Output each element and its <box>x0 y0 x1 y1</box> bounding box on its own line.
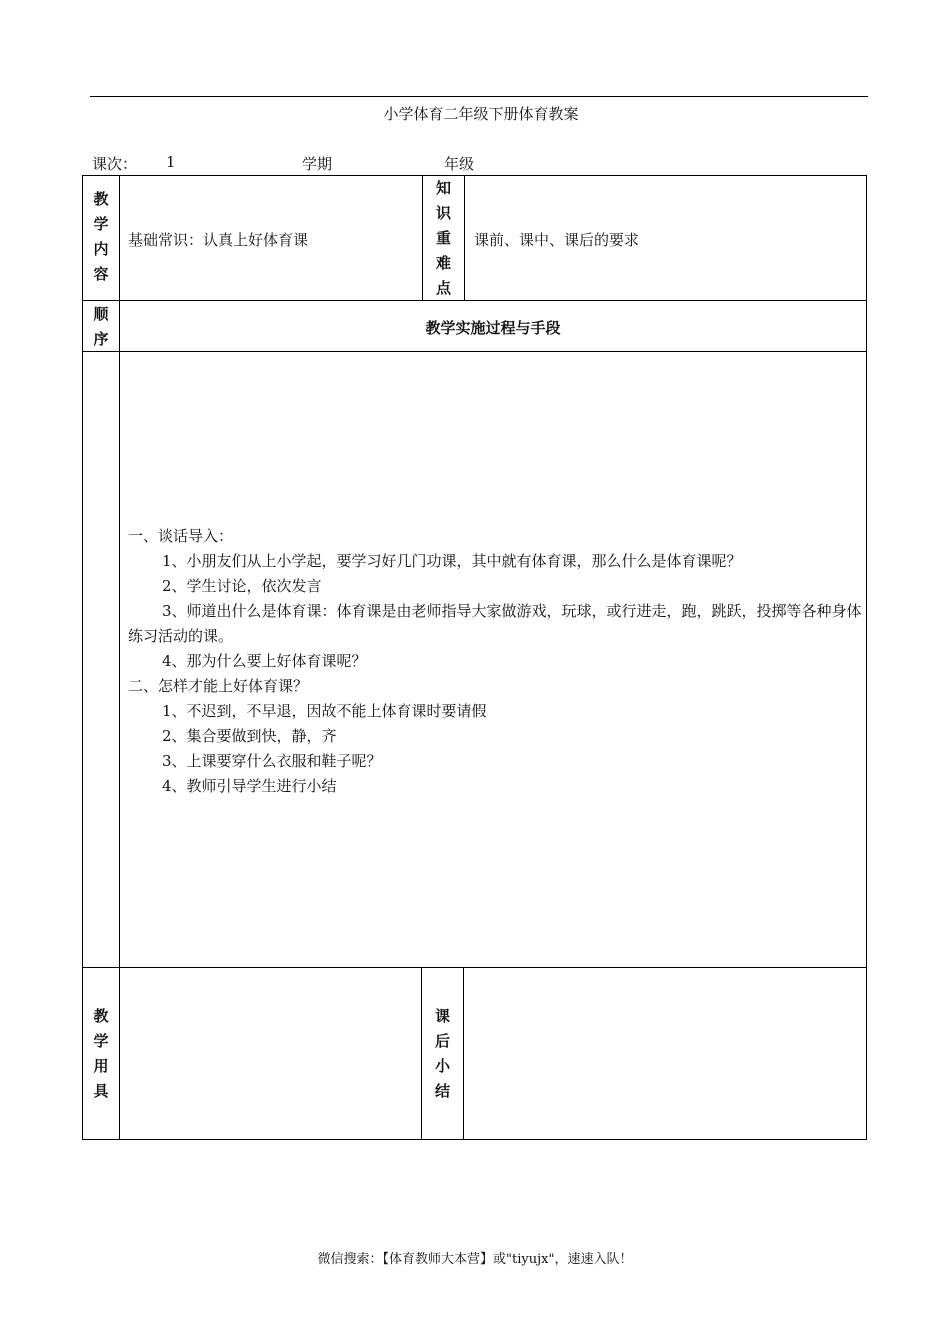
header-rule <box>90 96 868 97</box>
lesson-label: 课次： <box>92 155 138 173</box>
term-label: 学期 <box>302 155 333 173</box>
list-item: 4、那为什么要上好体育课呢？ <box>162 652 367 670</box>
keypoints-text: 课前、课中、课后的要求 <box>474 231 640 249</box>
list-item: 3、上课要穿什么衣服和鞋子呢？ <box>162 752 382 770</box>
process-heading: 教学实施过程与手段 <box>425 319 561 337</box>
list-item: 1、不迟到，不早退，因故不能上体育课时要请假 <box>162 702 487 720</box>
section-title: 二、怎样才能上好体育课？ <box>128 677 309 695</box>
table-row-divider <box>82 967 867 968</box>
table-border-right <box>866 175 867 1140</box>
keypoints-label: 知 识 重 难 点 <box>435 179 451 297</box>
grade-label: 年级 <box>444 155 475 173</box>
tools-label: 教 学 用 具 <box>93 1007 109 1100</box>
page-title: 小学体育二年级下册体育教案 <box>383 105 579 123</box>
table-row-divider <box>82 351 867 352</box>
table-col-divider <box>463 967 464 1139</box>
list-item: 2、学生讨论，依次发言 <box>162 577 322 595</box>
list-item: 2、集合要做到快，静，齐 <box>162 727 337 745</box>
lesson-value: 1 <box>166 153 176 171</box>
order-label: 顺 序 <box>93 305 109 348</box>
list-item: 4、教师引导学生进行小结 <box>162 777 337 795</box>
list-item: 1、小朋友们从上小学起，要学习好几门功课，其中就有体育课，那么什么是体育课呢？ <box>162 552 742 570</box>
summary-label: 课 后 小 结 <box>434 1007 450 1100</box>
list-item: 3、师道出什么是体育课：体育课是由老师指导大家做游戏，玩球，或行进走，跑，跳跃，投掷等各种身体练习活动的课。 <box>128 602 862 645</box>
content-text: 基础常识：认真上好体育课 <box>128 231 309 249</box>
process-content <box>128 524 862 799</box>
table-border-bottom <box>82 1139 867 1140</box>
content-label: 教 学 内 容 <box>93 190 109 283</box>
table-border-top <box>82 175 867 176</box>
table-col-divider <box>464 175 465 300</box>
table-row-divider <box>82 300 867 301</box>
footer-note: 微信搜索：【体育教师大本营】或"tiyujx"，速速入队！ <box>317 1252 633 1267</box>
section-title: 一、谈话导入： <box>128 527 234 545</box>
